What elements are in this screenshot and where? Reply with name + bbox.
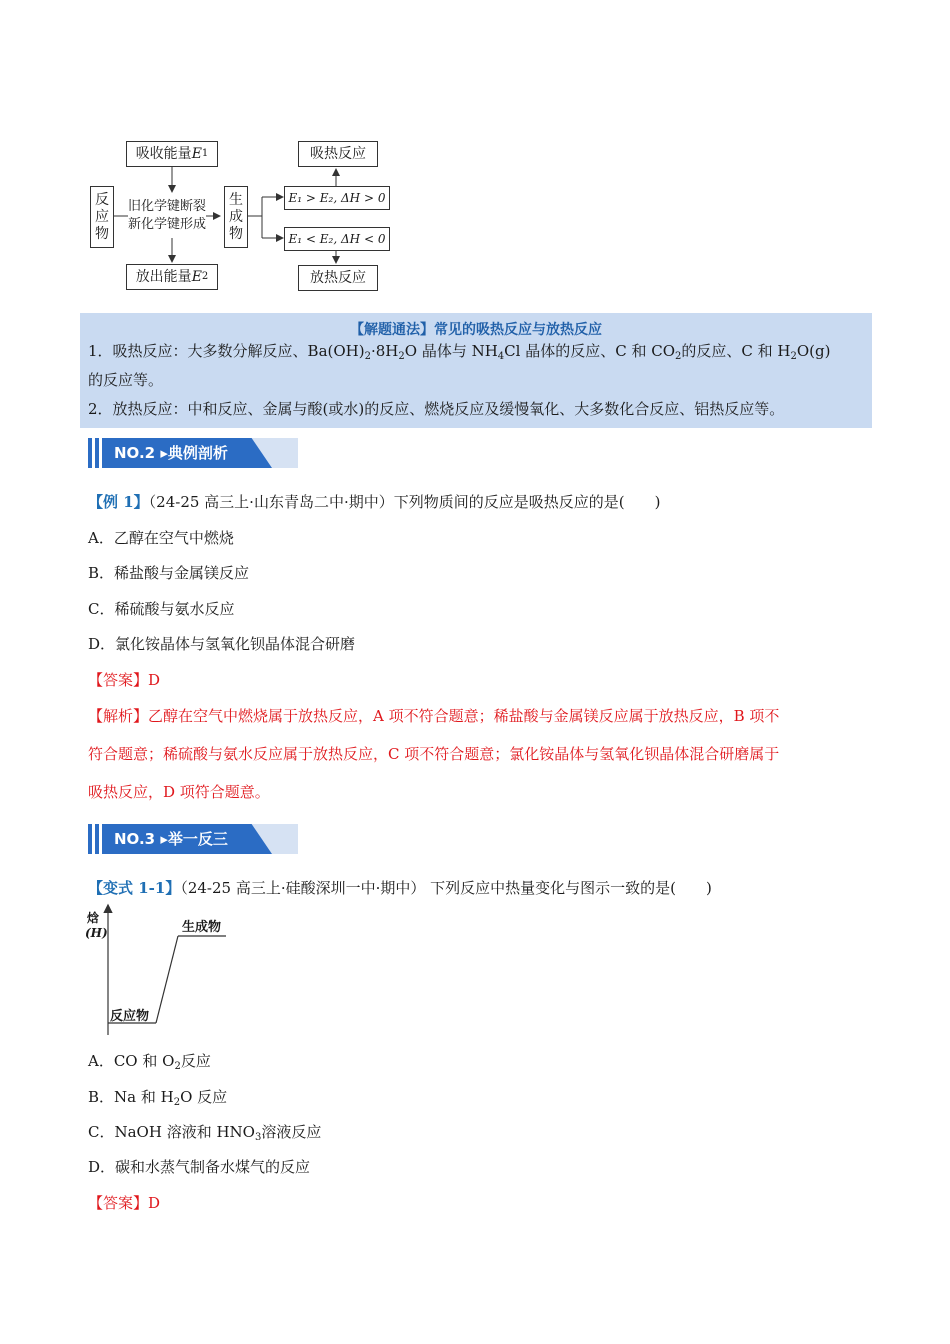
- release-energy-label: 放出能量: [135, 269, 192, 285]
- graph-y-label-symbol: (H): [85, 926, 108, 940]
- product-char: 物: [229, 225, 243, 242]
- option-text: 反应: [180, 1052, 211, 1070]
- option-subscript: 2: [173, 1097, 181, 1108]
- absorb-energy-label: 吸收能量: [135, 146, 192, 162]
- tip-text: O 晶体与 NH: [404, 342, 498, 360]
- release-energy-box: 放出能量 E 2: [126, 264, 218, 290]
- option-d: D．氯化铵晶体与氢氧化钡晶体混合研磨: [88, 635, 356, 653]
- tip-text: O(g): [796, 342, 831, 360]
- option-subscript: 3: [254, 1132, 262, 1143]
- graph-reactant-label: 反应物: [110, 1009, 150, 1024]
- tip-subscript: 2: [790, 351, 797, 362]
- tip-line-3: 2．放热反应：中和反应、金属与酸(或水)的反应、燃烧反应及缓慢氧化、大多数化合反应、铝热反应等。: [88, 400, 785, 418]
- exothermic-label: 放热反应: [310, 270, 366, 286]
- variant-option-a: [88, 1051, 211, 1071]
- example-question-text: （24-25 高三上·山东青岛二中·期中）下列物质间的反应是吸热反应的是( ): [148, 493, 661, 511]
- answer-tag: 【答案】: [88, 1194, 149, 1212]
- option-text: B．Na 和 H: [88, 1088, 174, 1106]
- option-text: 溶液反应: [261, 1123, 322, 1141]
- tip-text: Cl 晶体的反应、C 和 CO: [504, 342, 676, 360]
- variant-option-b: [88, 1087, 227, 1107]
- option-text: O 反应: [180, 1088, 228, 1106]
- tip-text: 的反应、C 和 H: [681, 342, 791, 360]
- tip-subscript: 2: [398, 351, 405, 362]
- example-tag: 【例 1】: [88, 493, 149, 511]
- variant-option-d: D．碳和水蒸气制备水煤气的反应: [88, 1158, 311, 1176]
- option-a: A．乙醇在空气中燃烧: [88, 529, 234, 547]
- reactant-char: 应: [95, 208, 109, 225]
- endothermic-label: 吸热反应: [310, 146, 366, 162]
- analysis-line-1: 【解析】乙醇在空气中燃烧属于放热反应，A 项不符合题意；稀盐酸与金属镁反应属于放热反应，B 项不: [88, 707, 780, 725]
- graph-y-label: 焓: [87, 911, 100, 925]
- tip-subscript: 2: [675, 351, 682, 362]
- tip-text: ·8H: [370, 342, 399, 360]
- option-c: C．稀硫酸与氨水反应: [88, 600, 235, 618]
- product-char: 成: [229, 208, 243, 225]
- option-text: C．NaOH 溶液和 HNO: [88, 1123, 255, 1141]
- variant-question-text: （24-25 高三上·硅酸深圳一中·期中） 下列反应中热量变化与图示一致的是( ): [180, 879, 712, 897]
- option-subscript: 2: [174, 1061, 181, 1072]
- reactant-char: 反: [95, 191, 109, 208]
- answer-value: D: [148, 1194, 161, 1212]
- tip-line-2: 的反应等。: [88, 371, 164, 389]
- option-b: B．稀盐酸与金属镁反应: [88, 564, 250, 582]
- release-energy-symbol: E: [191, 269, 202, 285]
- bond-form-text: 新化学键形成: [128, 217, 207, 232]
- tip-title: 【解题通法】常见的吸热反应与放热反应: [350, 322, 602, 338]
- tip-subscript: 4: [497, 351, 505, 362]
- absorb-energy-symbol: E: [191, 146, 202, 162]
- absorb-energy-box: 吸收能量 E 1: [126, 141, 218, 167]
- variant1-answer: [88, 1193, 160, 1213]
- product-char: 生: [229, 191, 243, 208]
- analysis-line-2: 符合题意；稀硫酸与氨水反应属于放热反应，C 项不符合题意；氯化铵晶体与氢氧化钡晶体混合研磨属于: [88, 745, 780, 763]
- tip-subscript: 2: [364, 351, 371, 362]
- graph-product-label: 生成物: [182, 920, 222, 935]
- option-text: A．CO 和 O: [88, 1052, 175, 1070]
- section-banner-label: NO.3 ▸举一反三: [114, 830, 228, 848]
- answer-tag: 【答案】: [88, 671, 149, 689]
- analysis-line-3: 吸热反应，D 项符合题意。: [88, 783, 270, 801]
- variant-option-c: [88, 1122, 321, 1142]
- condition-exothermic-text: E₁ < E₂, ΔH < 0: [288, 232, 386, 246]
- variant-tag: 【变式 1-1】: [88, 879, 181, 897]
- tip-text: 1．吸热反应：大多数分解反应、Ba(OH): [88, 342, 365, 360]
- condition-endothermic-text: E₁ > E₂, ΔH > 0: [288, 191, 386, 205]
- section-banner-label: NO.2 ▸典例剖析: [114, 444, 228, 462]
- reactant-char: 物: [95, 225, 109, 242]
- bond-break-text: 旧化学键断裂: [128, 199, 207, 214]
- answer-value: D: [148, 671, 161, 689]
